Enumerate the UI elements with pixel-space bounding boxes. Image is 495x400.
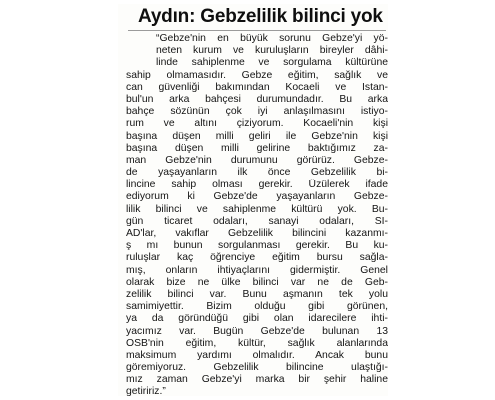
- article-line: neten kurum ve kuruluşların bireyler dâhi-: [156, 45, 388, 57]
- article-line: bul'un arka bahçesi durumundadır. Bu arka: [126, 93, 388, 105]
- article-line: AD'lar, vakıflar Gebzelilik bilincini kazanmı-: [126, 228, 388, 239]
- article-line: rum ve altını çiziyorum. Kocaeli'nin kişi: [126, 118, 388, 130]
- article-line: zelilik bilinci var. Bunu aşmanın tek yolu: [126, 288, 388, 300]
- article-line: man Gebze'nin durumunu görürüz. Gebze-: [126, 154, 388, 166]
- article-line: göremiyoruz. Gebzelilik bilincine ulaştığı-: [126, 362, 388, 374]
- article-line: mız zaman Gebze'yi marka bir şehir haline: [126, 374, 388, 386]
- article-line: ya da göründüğü gibi olan idarecilere ihti-: [126, 313, 388, 325]
- article-line: başına düşen milli geliri ile Gebze'nin kişi: [126, 130, 388, 142]
- article-line: OSB'nin eğitim, kültür, sağlık alanlarında: [126, 337, 388, 349]
- article-line: can güvenliği bakımından Kocaeli ve İstan-: [126, 81, 388, 93]
- article-line: bahçe sözünün çok iyi anlaşılmasını istiyo-: [126, 106, 388, 118]
- article-line: lilik bilinci ve sahiplenme kültürü yok. Bu-: [126, 203, 388, 215]
- article-line: de yaşayanların ilk önce Gebzelilik bi-: [126, 167, 388, 179]
- article-line: mış, onların ihtiyaçlarını gidermiştir. Genel: [126, 264, 388, 276]
- article-headline: Aydın: Gebzelilik bilinci yok: [138, 6, 383, 27]
- article-line: lincine sahip olması gerekir. Üzülerek ifade: [126, 179, 388, 191]
- headline-divider: [128, 30, 386, 31]
- article-line: linde sahiplenme ve sorgulama kültürüne: [156, 57, 388, 69]
- article-line: yacımız var. Bugün Gebze'de bulunan 13: [126, 325, 388, 337]
- article-body: [126, 33, 388, 399]
- article-line: ediyorum ki Gebze'de yaşayanların Gebze-: [126, 191, 388, 203]
- article-line: olarak bize ne ülke bilinci var ne de Geb-: [126, 276, 388, 288]
- article-line: samimiyettir. Bizim olduğu gibi görünen,: [126, 301, 388, 313]
- article-line: ş mı bunun sorgulanması gerekir. Bu ku-: [126, 240, 388, 252]
- article-line: “Gebze'nin en büyük sorunu Gebze'yi yö-: [156, 33, 388, 44]
- article-line: sahip olmamasıdır. Gebze eğitim, sağlık ve: [126, 69, 388, 81]
- newspaper-clipping: [118, 4, 388, 396]
- article-line: gün ticaret odaları, sanayi odaları, Sİ-: [126, 215, 388, 227]
- article-line: maksimum yardımı olmalıdır. Ancak bunu: [126, 349, 388, 361]
- article-line: ruluşlar kaç öğrenciye eğitim bursu sağla-: [126, 252, 388, 264]
- article-line: başına düşen milli gelirine baktığımız za-: [126, 142, 388, 154]
- article-line: getiririz.”: [126, 386, 166, 398]
